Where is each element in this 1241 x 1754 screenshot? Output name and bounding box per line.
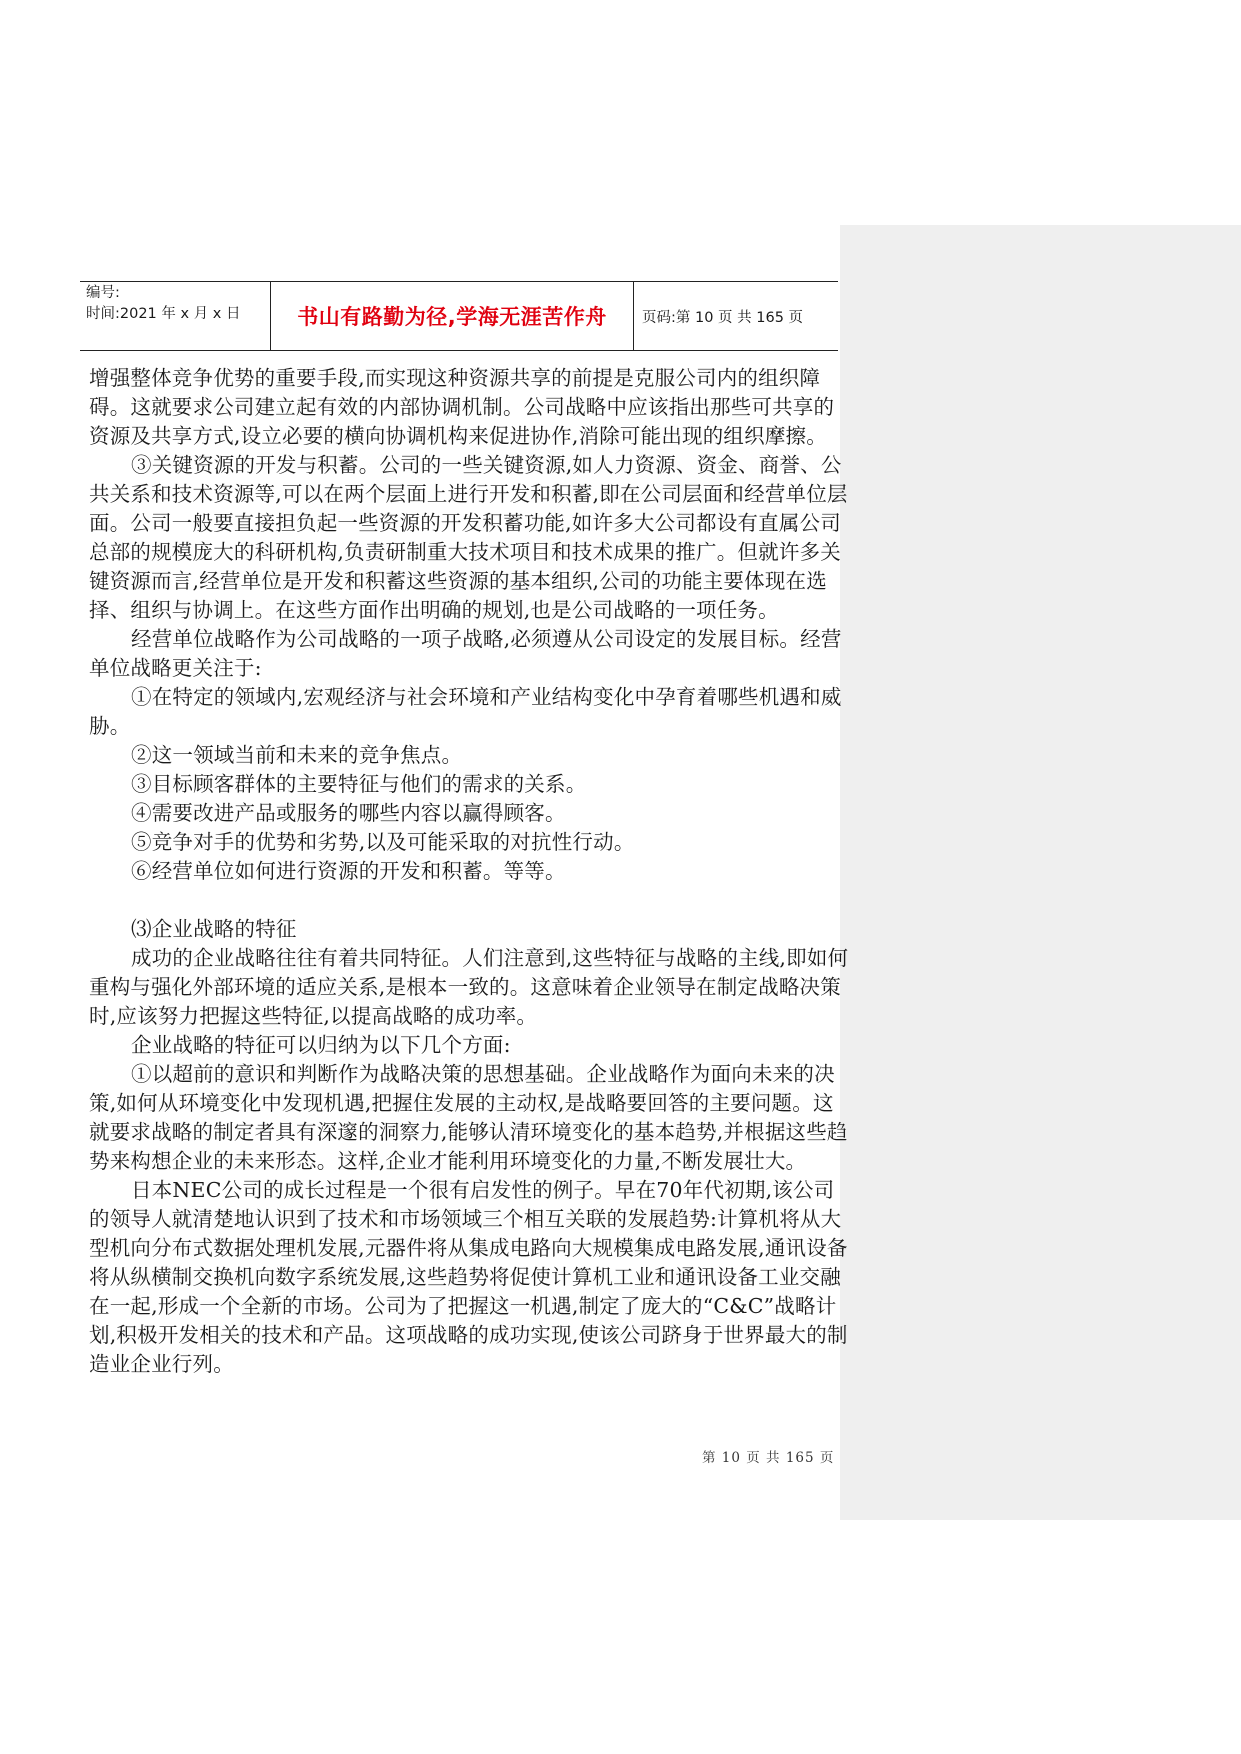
paragraph: ④需要改进产品或服务的哪些内容以赢得顾客。 bbox=[131, 801, 566, 825]
paragraph: ①在特定的领域内,宏观经济与社会环境和产业结构变化中孕育着哪些机遇和威胁。 bbox=[89, 685, 842, 738]
motto: 书山有路勤为径,学海无涯苦作舟 bbox=[297, 305, 607, 329]
paragraph: ⑶企业战略的特征 bbox=[131, 917, 297, 941]
number-label: 编号: bbox=[86, 285, 120, 301]
paragraph: 经营单位战略作为公司战略的一项子战略,必须遵从公司设定的发展目标。经营单位战略更关注于: bbox=[89, 627, 842, 680]
paragraph: 成功的企业战略往往有着共同特征。人们注意到,这些特征与战略的主线,即如何重构与强化外部环境的适应关系,是根本一致的。这意味着企业领导在制定战略决策时,应该努力把握这些特征,以提高战略的成功率。 bbox=[89, 946, 849, 1028]
paragraph: 企业战略的特征可以归纳为以下几个方面: bbox=[131, 1033, 511, 1057]
comment-pane bbox=[840, 225, 1241, 1520]
header-motto-cell bbox=[271, 282, 634, 350]
paragraph: ⑤竞争对手的优势和劣势,以及可能采取的对抗性行动。 bbox=[131, 830, 635, 854]
page-label: 页码:第 10 页 共 165 页 bbox=[642, 309, 804, 326]
page-footer: 第 10 页 共 165 页 bbox=[702, 1450, 835, 1466]
paragraph bbox=[89, 886, 849, 915]
paragraph: ①以超前的意识和判断作为战略决策的思想基础。企业战略作为面向未来的决策,如何从环境变化中发现机遇,把握住发展的主动权,是战略要回答的主要问题。这就要求战略的制定者具有深邃的洞察力,能够认清环境变化的基本趋势,并根据这些趋势来构想企业的未来形态。这样,企业才能利用环境变化的力量,不断发展壮大。 bbox=[89, 1062, 848, 1173]
paragraph: ③关键资源的开发与积蓄。公司的一些关键资源,如人力资源、资金、商誉、公共关系和技术资源等,可以在两个层面上进行开发和积蓄,即在公司层面和经营单位层面。公司一般要直接担负起一些资源的开发积蓄功能,如许多大公司都设有直属公司总部的规模庞大的科研机构,负责研制重大技术项目和技术成果的推广。但就许多关键资源而言,经营单位是开发和积蓄这些资源的基本组织,公司的功能主要体现在选择、组织与协调上。在这些方面作出明确的规划,也是公司战略的一项任务。 bbox=[89, 453, 848, 622]
header-meta bbox=[80, 282, 271, 350]
paragraph: ③目标顾客群体的主要特征与他们的需求的关系。 bbox=[131, 772, 587, 796]
paragraph: ⑥经营单位如何进行资源的开发和积蓄。等等。 bbox=[131, 859, 566, 883]
page-header bbox=[80, 281, 838, 351]
time-label: 时间:2021 年 x 月 x 日 bbox=[86, 306, 241, 322]
header-page-cell bbox=[634, 282, 838, 350]
paragraph: ②这一领域当前和未来的竞争焦点。 bbox=[131, 743, 463, 767]
paragraph: 日本NEC公司的成长过程是一个很有启发性的例子。早在70年代初期,该公司的领导人就清楚地认识到了技术和市场领域三个相互关联的发展趋势:计算机将从大型机向分布式数据处理机发展,元器件将从集成电路向大规模集成电路发展,通讯设备将从纵横制交换机向数字系统发展,这些趋势将促使计算机工业和通讯设备工业交融在一起,形成一个全新的市场。公司为了把握这一机遇,制定了庞大的“C&C”战略计划,积极开发相关的技术和产品。这项战略的成功实现,使该公司跻身于世界最大的制造业企业行列。 bbox=[89, 1178, 848, 1376]
document-body bbox=[89, 364, 849, 1379]
paragraph: 增强整体竞争优势的重要手段,而实现这种资源共享的前提是克服公司内的组织障碍。这就要求公司建立起有效的内部协调机制。公司战略中应该指出那些可共享的资源及共享方式,设立必要的横向协调机构来促进协作,消除可能出现的组织摩擦。 bbox=[89, 366, 835, 448]
